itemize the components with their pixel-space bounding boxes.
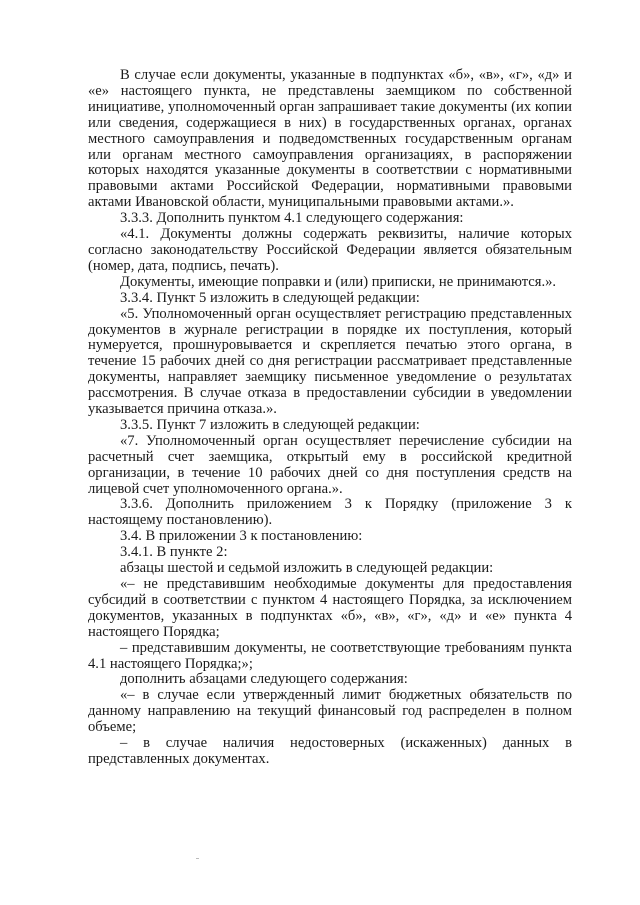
paragraph-refusal-documents-request: В случае если документы, указанные в подпунктах «б», «в», «г», «д» и «е» настоящего пункта, не представлены заемщиком по собственной инициативе, уполномоченный орган запрашивает такие документы (их копии или сведения, содержащиеся в них) в государственных органах, органах местного самоуправления и подведомственных государственным органам или органам местного самоуправления организациях, в распоряжении которых находятся указанные документы в соответствии с нормативными правовыми актами Российской Федерации, нормативными правовыми актами Ивановской области, муниципальными правовыми актами.».	[88, 67, 572, 211]
paragraph-point-4-1: «4.1. Документы должны содержать реквизиты, наличие которых согласно законодательству Российской Федерации является обязательным (номер, дата, подпись, печать).	[88, 226, 572, 274]
paragraph-3-3-4: 3.3.4. Пункт 5 изложить в следующей редакции:	[120, 289, 420, 306]
paragraph-3-3-3: 3.3.3. Дополнить пунктом 4.1 следующего содержания:	[120, 210, 464, 227]
paragraph-paragraphs-six-seven: абзацы шестой и седьмой изложить в следующей редакции:	[120, 560, 494, 577]
document-page	[88, 68, 572, 768]
paragraph-3-4: 3.4. В приложении 3 к постановлению:	[120, 528, 363, 545]
paragraph-budget-limit-distributed: «– в случае если утвержденный лимит бюджетных обязательств по данному направлению на текущий финансовый год распределен в полном объеме;	[88, 687, 572, 736]
scan-artifact	[196, 858, 199, 859]
paragraph-corrections-not-accepted: Документы, имеющие поправки и (или) приписки, не принимаются.».	[120, 273, 557, 290]
paragraph-not-submitted-documents: «– не представившим необходимые документы для предоставления субсидий в соответствии с пунктом 4 настоящего Порядка, за исключением документов, указанных в подпунктах «б», «в», «г», «д» и «е» пункта 4 настоящего Порядка;	[88, 576, 572, 640]
paragraph-unreliable-data: – в случае наличия недостоверных (искаженных) данных в представленных документах.	[88, 735, 572, 767]
paragraph-3-3-5: 3.3.5. Пункт 7 изложить в следующей редакции:	[120, 416, 420, 433]
paragraph-3-4-1: 3.4.1. В пункте 2:	[120, 544, 228, 561]
paragraph-point-5: «5. Уполномоченный орган осуществляет регистрацию представленных документов в журнале регистрации в порядке их поступления, который нумеруется, прошнуровывается и скрепляется печатью этого органа, в течение 15 рабочих дней со дня регистрации рассматривает представленные документы, направляет заемщику письменное уведомление о результатах рассмотрения. В случае отказа в предоставлении субсидии в уведомлении указывается причина отказа.».	[88, 305, 572, 418]
paragraph-3-3-6: 3.3.6. Дополнить приложением 3 к Порядку (приложение 3 к настоящему постановлению).	[88, 496, 572, 529]
paragraph-non-compliant-documents: – представившим документы, не соответствующие требованиям пункта 4.1 настоящего Порядка;»;	[88, 639, 572, 672]
paragraph-point-7: «7. Уполномоченный орган осуществляет перечисление субсидии на расчетный счет заемщика, открытый ему в российской кредитной организации, в течение 10 рабочих дней со дня поступления средств на лицевой счет уполномоченного органа.».	[88, 432, 572, 497]
paragraph-add-paragraphs: дополнить абзацами следующего содержания:	[120, 671, 408, 688]
